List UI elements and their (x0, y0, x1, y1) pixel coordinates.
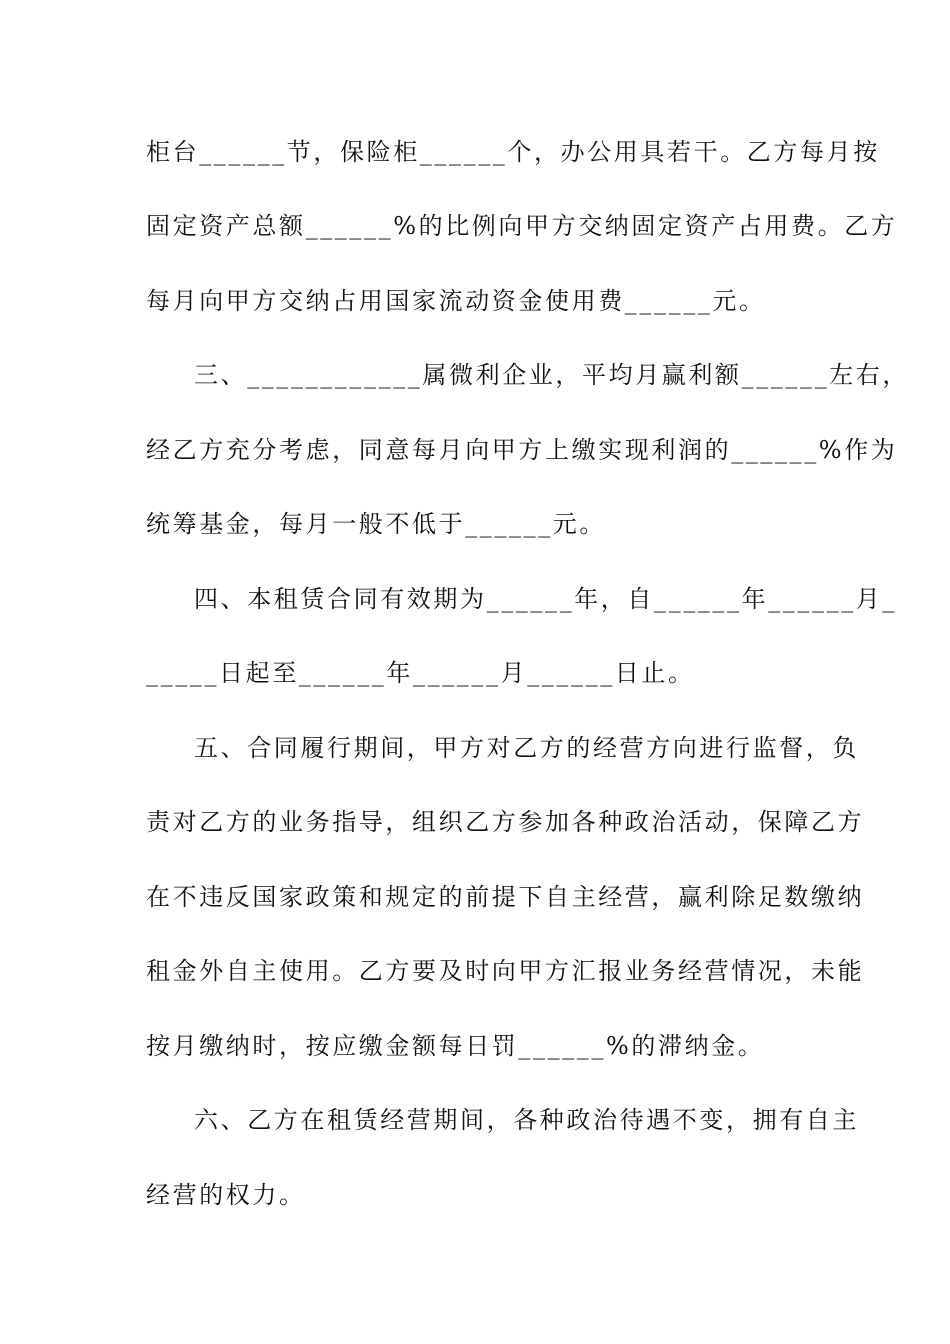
paragraph-start-line: 四、本租赁合同有效期为______年，自______年______月_ (194, 585, 897, 613)
paragraph-start-line: 五、合同履行期间，甲方对乙方的经营方向进行监督，负 (194, 734, 859, 762)
text-line: 统筹基金，每月一般不低于______元。 (146, 510, 606, 538)
text-line: 柜台______节，保险柜______个，办公用具若干。乙方每月按 (146, 138, 880, 166)
text-line: 经乙方充分考虑，同意每月向甲方上缴实现利润的______%作为 (146, 436, 898, 464)
text-line: _____日起至______年______月______日止。 (146, 659, 695, 687)
text-line: 按月缴纳时，按应缴金额每日罚______%的滞纳金。 (146, 1032, 765, 1060)
paragraph-start-line: 六、乙方在租赁经营期间，各种政治待遇不变，拥有自主 (194, 1106, 859, 1134)
text-line: 每月向甲方交纳占用国家流动资金使用费______元。 (146, 287, 766, 315)
text-line: 固定资产总额______%的比例向甲方交纳固定资产占用费。乙方 (146, 212, 898, 240)
text-line: 租金外自主使用。乙方要及时向甲方汇报业务经营情况，未能 (146, 957, 865, 985)
text-line: 经营的权力。 (146, 1181, 306, 1209)
paragraph-start-line: 三、____________属微利企业，平均月赢利额______左右， (194, 361, 909, 389)
text-line: 在不违反国家政策和规定的前提下自主经营，赢利除足数缴纳 (146, 883, 865, 911)
text-line: 责对乙方的业务指导，组织乙方参加各种政治活动，保障乙方 (146, 808, 865, 836)
